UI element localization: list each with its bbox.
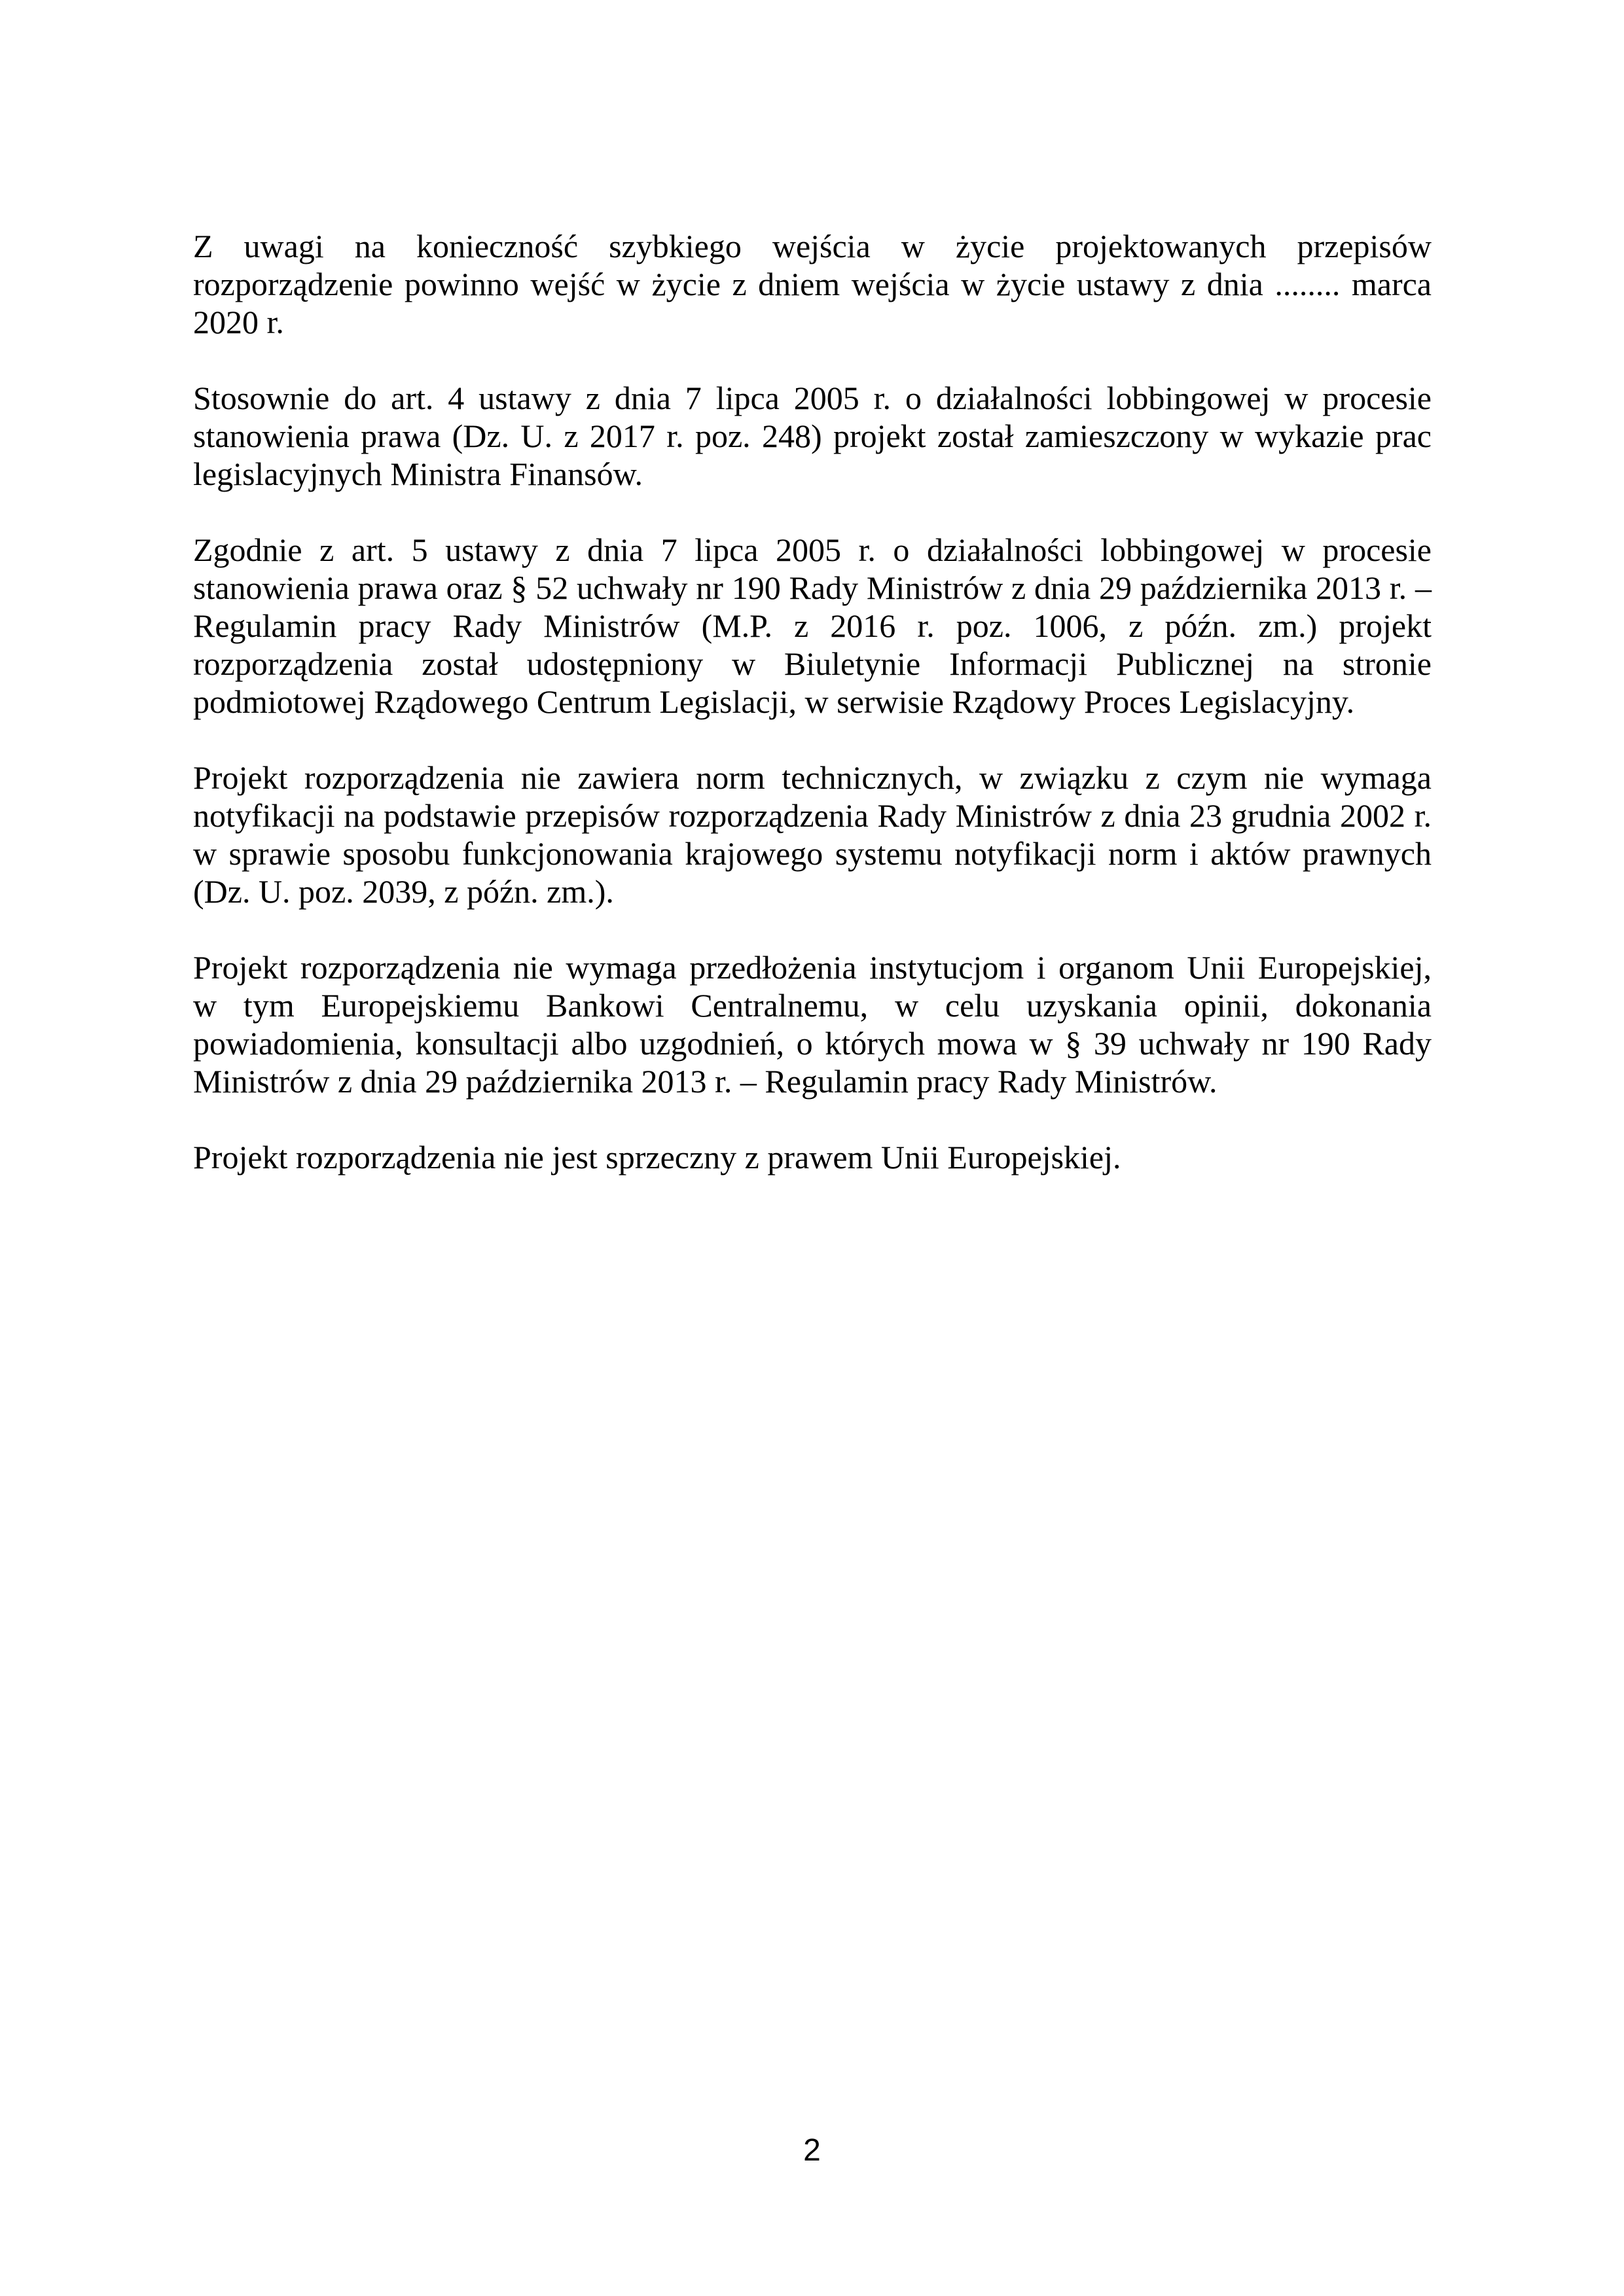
paragraph-eu-institutions: Projekt rozporządzenia nie wymaga przedłożenia instytucjom i organom Unii Europejskiej, w tym Europejskiemu Bankowi Centralnemu, w celu uzyskania opinii, dokonania powiadomienia, konsultacji albo uzgodnień, o których mowa w § 39 uchwały nr 190 Rady Ministrów z dnia 29 października 2013 r. – Regulamin pracy Rady Ministrów. [193, 949, 1432, 1100]
page-number: 2 [803, 2133, 821, 2168]
document-body [193, 227, 1432, 1176]
page-footer [0, 2135, 1624, 2166]
paragraph-lobbying-art4: Stosownie do art. 4 ustawy z dnia 7 lipca 2005 r. o działalności lobbingowej w procesie stanowienia prawa (Dz. U. z 2017 r. poz. 248) projekt został zamieszczony w wykazie prac legislacyjnych Ministra Finansów. [193, 380, 1432, 492]
paragraph-technical-norms: Projekt rozporządzenia nie zawiera norm technicznych, w związku z czym nie wymaga notyfikacji na podstawie przepisów rozporządzenia Rady Ministrów z dnia 23 grudnia 2002 r. w sprawie sposobu funkcjonowania krajowego systemu notyfikacji norm i aktów prawnych (Dz. U. poz. 2039, z późn. zm.). [193, 759, 1432, 910]
paragraph-eu-law-compliance: Projekt rozporządzenia nie jest sprzeczny z prawem Unii Europejskiej. [193, 1139, 1121, 1175]
paragraph-lobbying-art5-bip: Zgodnie z art. 5 ustawy z dnia 7 lipca 2005 r. o działalności lobbingowej w procesie stanowienia prawa oraz § 52 uchwały nr 190 Rady Ministrów z dnia 29 października 2013 r. – Regulamin pracy Rady Ministrów (M.P. z 2016 r. poz. 1006, z późn. zm.) projekt rozporządzenia został udostępniony w Biuletynie Informacji Publicznej na stronie podmiotowej Rządowego Centrum Legislacji, w serwisie Rządowy Proces Legislacyjny. [193, 531, 1432, 720]
paragraph-effective-date: Z uwagi na konieczność szybkiego wejścia w życie projektowanych przepisów rozporządzenie powinno wejść w życie z dniem wejścia w życie ustawy z dnia ........ marca 2020 r. [193, 228, 1432, 340]
